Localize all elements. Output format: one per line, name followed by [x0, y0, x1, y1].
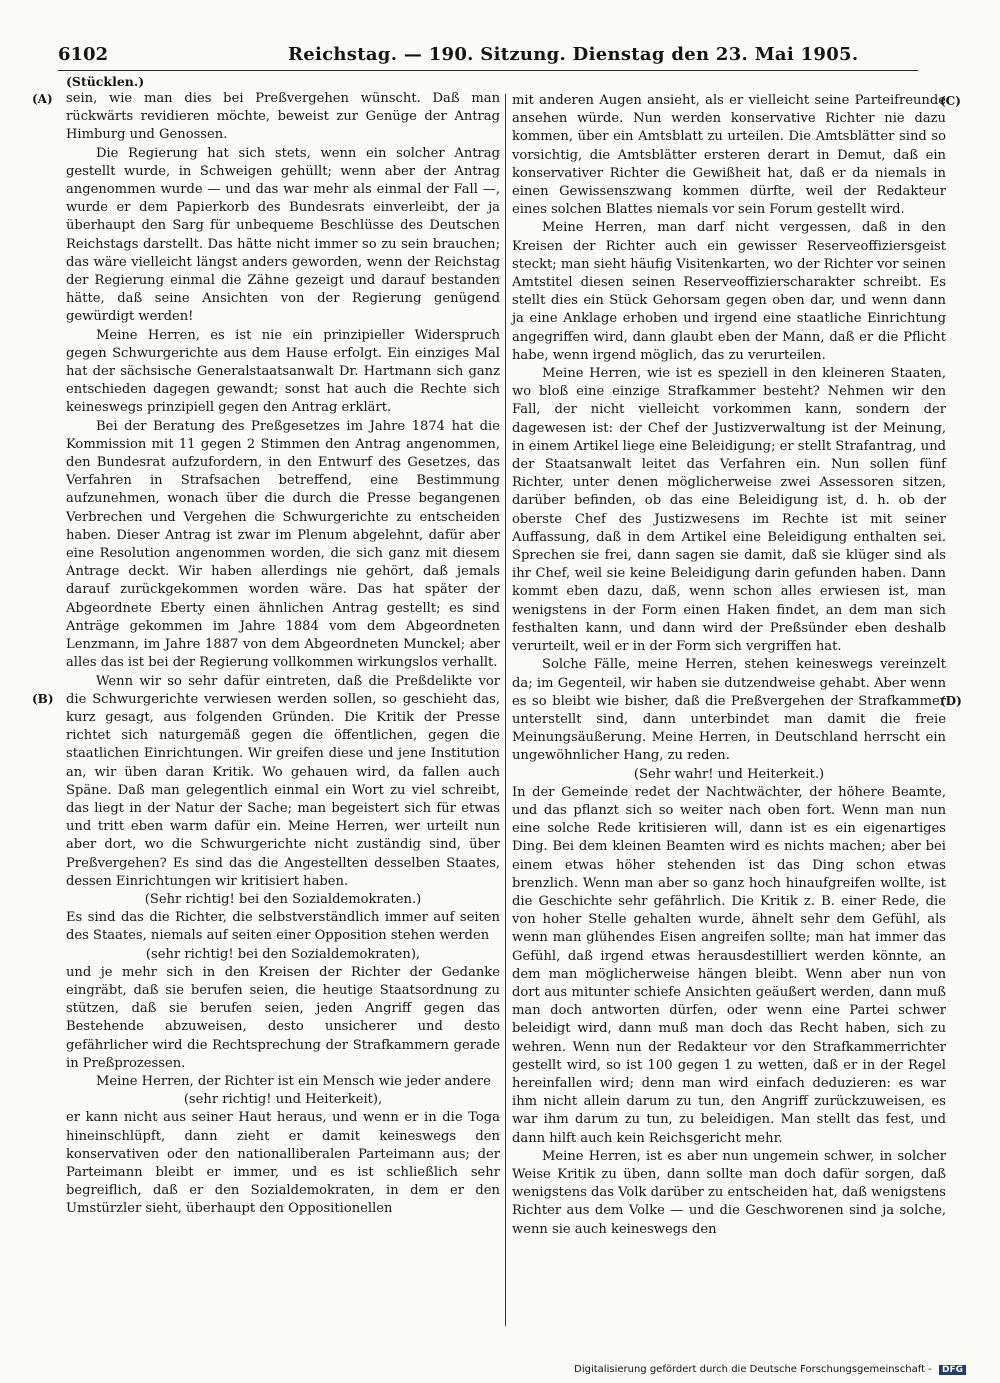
running-header: [58, 44, 918, 71]
left-column: [66, 90, 500, 1219]
paragraph: Die Regierung hat sich stets, wenn ein solcher Antrag gestellt wurde, in Schweigen gehüllt; wenn aber der Antrag angenommen wurde — und das war mehr als einmal der Fall —, wurde er dem Papierkorb des Bundesrats einverleibt, der ja überhaupt den Sarg für unbequeme Beschlüsse des Deutschen Reichstags darstellt. Das hätte nicht immer so zu sein brauchen; das wäre vielleicht längst anders geworden, wenn der Reichstag der Regierung einmal die Zähne gezeigt und darauf bestanden hätte, daß seine Ansichten von der Regierung genügend gewürdigt werden!: [66, 145, 500, 325]
paragraph: sein, wie man dies bei Preßvergehen wünscht. Daß man rückwärts revidieren möchte, beweist zur Genüge der Antrag Himburg und Genossen.: [66, 91, 500, 143]
interjection: (Sehr richtig! bei den Sozialdemokraten.): [144, 891, 422, 907]
paragraph: und je mehr sich in den Kreisen der Richter der Gedanke eingräbt, daß sie berufen seien, die heutige Staatsordnung zu stützen, daß sie berufen seien, jeden Angriff gegen das Bestehende abzuweisen, desto unsicherer und desto gefährlicher wird die Rechtsprechung der Strafkammern gerade in Preßprozessen.: [66, 964, 500, 1071]
paragraph: mit anderen Augen ansieht, als er vielleicht seine Parteifreunde ansehen würde. Nun werden konservative Richter nie dazu kommen, über ein Amtsblatt zu urteilen. Die Amtsblätter sind so vorsichtig, die Amtsblätter ersteren derart in Demut, daß ein konservativer Richter die Gewißheit hat, daß er da niemals in einen Gewissenszwang kommen dürfte, weil der Redakteur eines solchen Blattes niemals vor sein Forum gestellt wird.: [512, 93, 946, 218]
paragraph: Wenn wir so sehr dafür eintreten, daß die Preßdelikte vor die Schwurgerichte verwiesen werden sollen, so geschieht das, kurz gesagt, aus folgenden Gründen. Die Kritik der Presse richtet sich naturgemäß gegen die öffentlichen, gegen die staatlichen Einrichtungen. Wir greifen diese und jene Institution an, wir üben daran Kritik. Wo gehauen wird, da fallen auch Späne. Daß man gelegentlich einmal ein Wort zu viel schreibt, das liegt in der Natur der Sache; man begeistert sich für etwas und tritt eben warm dafür ein. Meine Herren, wer urteilt nun aber dort, wo die Schwurgerichte nicht zuständig sind, über Preßvergehen? Es sind das die Angestellten desselben Staates, dessen Einrichtungen wir kritisiert haben.: [66, 673, 500, 889]
dfg-logo: DFG: [939, 1365, 966, 1375]
paragraph: Solche Fälle, meine Herren, stehen keineswegs vereinzelt da; im Gegenteil, wir haben sie dutzendweise gehabt. Aber wenn es so bleibt wie bisher, daß die Preßvergehen der Strafkammer unterstellt sind, dann unterbindet man damit die freie Meinungsäußerung. Meine Herren, in Deutschland herrscht ein ungewöhnlicher Hang, zu reden.: [512, 657, 946, 764]
margin-marker-b: (B): [32, 692, 54, 706]
paragraph: Meine Herren, ist es aber nun ungemein schwer, in solcher Weise Kritik zu üben, dann sollte man doch dafür sorgen, daß wenigstens das Volk darüber zu entscheiden hat, daß wenigstens Richter aus dem Volke — und die Geschworenen sind ja solche, wenn sie auch keineswegs den: [512, 1148, 946, 1237]
speaker-tag: (Stücklen.): [66, 74, 145, 89]
paragraph: Es sind das die Richter, die selbstverständlich immer auf seiten des Staates, niemals auf seiten einer Opposition stehen werden: [66, 910, 500, 944]
page-number: 6102: [58, 44, 109, 65]
interjection: (Sehr wahr! und Heiterkeit.): [633, 766, 825, 782]
right-column: [512, 92, 946, 1239]
paragraph: Bei der Beratung des Preßgesetzes im Jahre 1874 hat die Kommission mit 11 gegen 2 Stimmen den Antrag angenommen, den Bundesrat aufzufordern, in den Entwurf des Gesetzes, das Verfahren in Strafsachen betreffend, eine Bestimmung aufzunehmen, wonach über die durch die Presse begangenen Verbrechen und Vergehen die Schwurgerichte zu entscheiden haben. Dieser Antrag ist zwar im Plenum abgelehnt, dafür aber eine Resolution angenommen worden, die sich ganz mit diesem Antrage deckt. Wir haben allerdings nie gehört, daß jemals darauf zurückgekommen worden wäre. Das hat später der Abgeordnete Eberty einen ähnlichen Antrag gestellt; es sind Anträge gekommen im Jahre 1884 vom dem Abgeordneten Lenzmann, im Jahre 1887 von dem Abgeordneten Munckel; aber alles das ist bei der Regierung vollkommen wirkungslos verhallt.: [66, 418, 500, 671]
paragraph: Meine Herren, es ist nie ein prinzipieller Widerspruch gegen Schwurgerichte aus dem Hause erfolgt. Ein einziges Mal hat der sächsische Generalstaatsanwalt Dr. Hartmann sich ganz entschieden dagegen gewandt; sonst hat auch die Rechte sich keineswegs prinzipiell gegen den Antrag erklärt.: [66, 327, 500, 416]
margin-marker-a: (A): [32, 92, 53, 106]
margin-marker-d: (D): [940, 694, 962, 708]
digitization-credit: [574, 1364, 966, 1375]
running-head-title: Reichstag. — 190. Sitzung. Dienstag den 23. Mai 1905.: [288, 44, 859, 65]
paragraph: Meine Herren, der Richter ist ein Mensch wie jeder andere: [96, 1073, 491, 1089]
column-divider: [505, 94, 506, 1326]
interjection: (sehr richtig! und Heiterkeit),: [183, 1092, 383, 1108]
paragraph: Meine Herren, wie ist es speziell in den kleineren Staaten, wo bloß eine einzige Strafkammer besteht? Nehmen wir den Fall, der nicht vielleicht vorkommen kann, sondern der dagewesen ist: der Chef der Justizverwaltung ist der Meinung, in einem Artikel liege eine Beleidigung; er stellt Strafantrag, und der Staatsanwalt leitet das Verfahren ein. Nun sollen fünf Richter, unter denen möglicherweise zwei Assessoren sitzen, darüber befinden, ob das eine Beleidigung ist, d. h. ob der oberste Chef des Justizwesens im Rechte ist mit seiner Auffassung, daß in dem Artikel eine Beleidigung enthalten sei. Sprechen sie frei, dann sagen sie damit, daß sie klüger sind als ihr Chef, weil sie keine Beleidigung darin gefunden haben. Dann kommt eben dazu, daß, wenn schon alles erwiesen ist, man wenigstens in der Form einen Haken findet, an dem man sich festhalten kann, und dann wird der Preßsünder eben deshalb verurteilt, weil er in der Form sich vergriffen hat.: [512, 366, 947, 655]
interjection: (sehr richtig! bei den Sozialdemokraten),: [145, 946, 421, 962]
credit-text: Digitalisierung gefördert durch die Deutsche Forschungsgemeinschaft -: [574, 1364, 932, 1375]
paragraph: In der Gemeinde redet der Nachtwächter, der höhere Beamte, und das pflanzt sich so weiter nach oben fort. Wenn man nun eine solche Rede kritisieren will, dann ist es ein eigenartiges Ding. Bei dem kleinen Beamten wird es nichts machen; aber bei einem etwas höher stehenden ist das Ding schon etwas brenzlich. Wenn man aber so ganz hoch hinaufgreifen wollte, ist die Geschichte sehr gefährlich. Die Kritik z. B. einer Rede, die von hoher Stelle gehalten wurde, ähnelt sehr dem Gefühl, als wenn man glühendes Eisen angreifen sollte; man hat immer das Gefühl, daß irgend etwas herausdestilliert werden könnte, an dem man möglicherweise hängen bleibt. Wenn aber nun von dort aus mitunter schiefe Ansichten geäußert werden, dann muß man doch antworten dürfen, oder wenn eine Partei schwer beleidigt wird, dann muß man doch das Recht haben, sich zu wehren. Wenn nun der Redakteur vor den Strafkammerrichter gestellt wird, so ist 100 gegen 1 zu wetten, daß er in der Regel hereinfallen wird; denn man wird einfach deduzieren: es war ihm nicht allein darum zu tun, den Angriff zurückzuweisen, es war ihm darum zu tun, zu beleidigen. Man stellt das fest, und dann hilft auch kein Reichsgericht mehr.: [512, 784, 946, 1146]
paragraph: Meine Herren, man darf nicht vergessen, daß in den Kreisen der Richter auch ein gewisser Reserveoffiziersgeist steckt; man sieht häufig Visitenkarten, wo der Richter vor seinen Amtstitel diesen seinen Reserveoffizierscharakter schreibt. Es stellt dies ein Stück Gehorsam gegen oben dar, und wenn dann ja eine Anklage erhoben und irgend eine staatliche Einrichtung angegriffen wird, dann glaubt eben der Mann, daß er die Pflicht habe, wenn irgend möglich, das zu verurteilen.: [512, 220, 946, 363]
margin-marker-c: (C): [940, 94, 961, 108]
paragraph: er kann nicht aus seiner Haut heraus, und wenn er in die Toga hineinschlüpft, dann zieht er damit keineswegs den konservativen oder den nationalliberalen Parteimann aus; der Parteimann bleibt er immer, und es ist schließlich sehr begreiflich, daß er den Sozialdemokraten, in dem er den Umstürzler sieht, überhaupt den Oppositionellen: [66, 1110, 500, 1217]
